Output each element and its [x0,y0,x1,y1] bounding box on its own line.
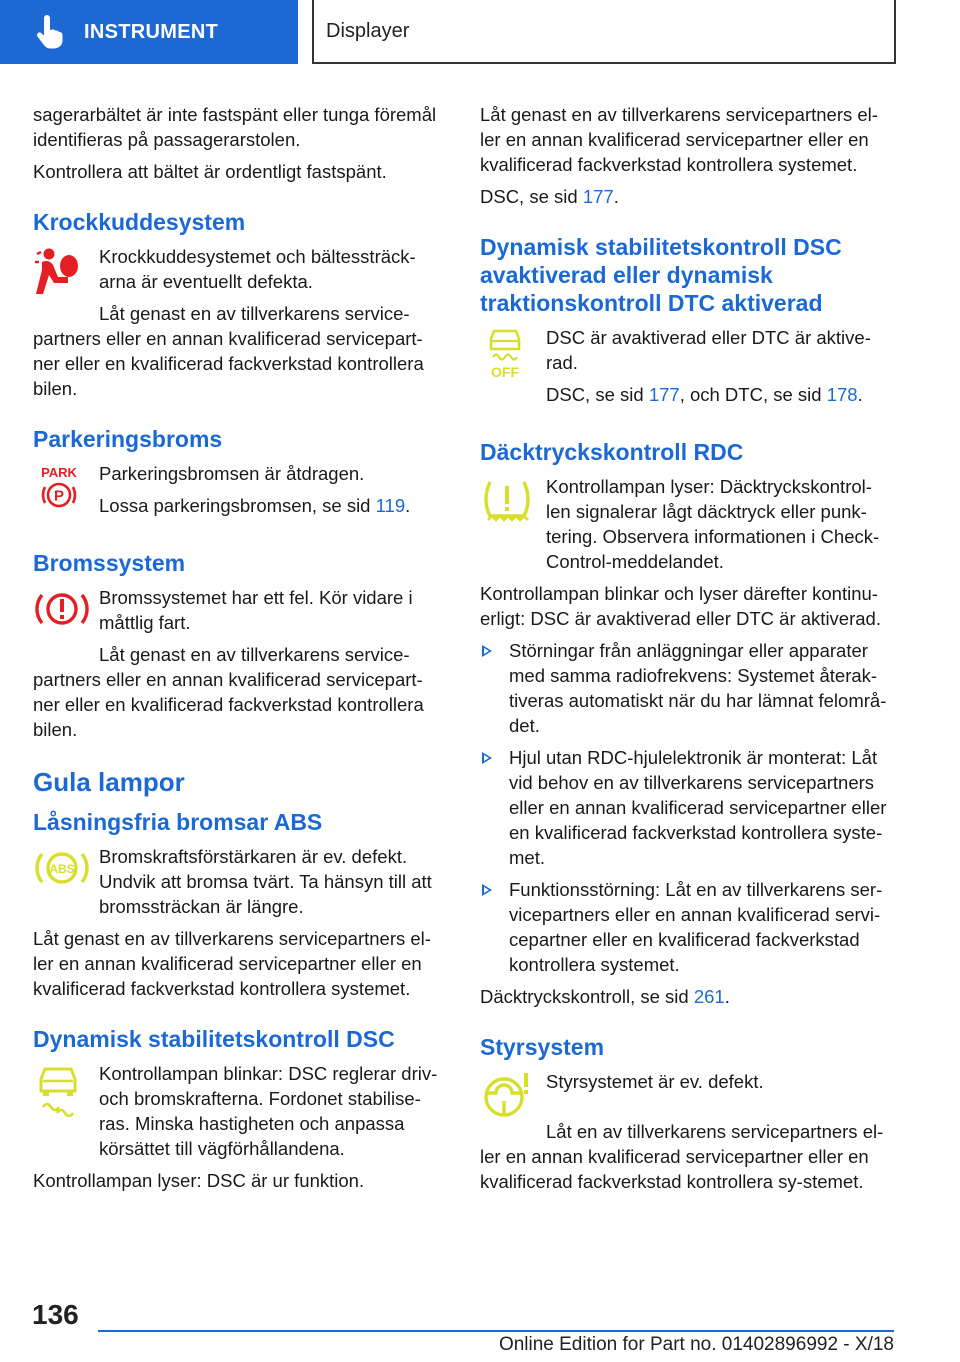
hand-pointer-icon [30,12,70,52]
page-link-261[interactable]: 261 [693,986,725,1007]
park-icon-label: PARK [41,465,77,480]
heading-abs: Låsningsfria bromsar ABS [33,809,323,835]
rdc-text-2: Kontrollampan blinkar och lyser därefter kontinu-erligt: DSC är avaktiverad eller DTC är aktiverad. [480,583,881,629]
rdc-bullet-list [480,638,896,977]
brake-text-2: Låt genast en av tillverkarens service-partners eller en annan kvalificerad servicepart-ner eller en kvalificerad fackverkstad kontrollera bilen. [33,644,424,740]
page-link-177b[interactable]: 177 [648,384,680,405]
section-title: INSTRUMENT [84,20,219,43]
intro-paragraph: sagerarbältet är inte fastspänt eller tunga föremål identifieras på passagerarstolen. [33,104,437,150]
brake-warning-icon [33,587,91,631]
heading-dsc: Dynamisk stabilitetskontroll DSC [33,1026,395,1052]
triangle-bullet-icon [482,645,492,657]
edition-text: Online Edition for Part no. 01402896992 - X/18 [498,1334,894,1355]
parking-text-2: Lossa parkeringsbromsen, se sid 119. [99,495,411,516]
list-item: Hjul utan RDC-hjulelektronik är monterat: Låt vid behov en av tillverkarens servicepartners eller en annan kvalificerad servicepartner eller en kvalificerad fackverkstad kontrollera syste-met. [480,745,896,870]
abs-warning [33,844,447,926]
page-link-178[interactable]: 178 [826,384,858,405]
airbag-text-2: Låt genast en av tillverkarens service-partners eller en annan kvalificerad servicepart-ner eller en kvalificerad fackverkstad kontrollera bilen. [33,303,424,399]
rdc-text-1: Kontrollampan lyser: Däcktryckskontrol-len signalerar lågt däcktryck eller punk-tering. Observera informationen i Check-Control-meddelandet. [546,476,880,572]
dsc-off-text-2: DSC, se sid 177, och DTC, se sid 178. [546,384,863,405]
dsc-warning [33,1061,447,1168]
brake-system-warning [33,585,447,642]
dsc-off-icon [480,327,530,381]
dsc-text-2: Kontrollampan lyser: DSC är ur funktion. [33,1170,365,1191]
parking-brake-icon [33,463,85,511]
abs-warning-icon [33,846,91,890]
brake-text-1: Bromssystemet har ett fel. Kör vidare i måttlig fart. [99,587,413,633]
airbag-warning-icon [33,246,85,298]
steering-text-2: Låt en av tillverkarens servicepartners el-ler en annan kvalificerad servicepartner eller en kvalificerad fackverkstad kontrollera sy-stemet. [480,1121,884,1192]
dsc-text-1: Kontrollampan blinkar: DSC reglerar driv- och bromskrafterna. Fordonet stabilise-ras. Minska hastigheten och anpassa körsättet till vägförhållandena. [99,1063,438,1159]
dsc-off-warning [480,325,896,414]
page-link-177[interactable]: 177 [582,186,614,207]
heading-brake-system: Bromssystem [33,550,186,576]
heading-steering: Styrsystem [480,1034,605,1060]
svg-text:P: P [53,487,65,505]
heading-parking-brake: Parkeringsbroms [33,426,223,452]
list-item: Störningar från anläggningar eller apparater med samma radiofrekvens: Systemet återak-tiveras automatiskt när du har lämnat felområ-det. [480,638,896,738]
rdc-ref: Däcktryckskontroll, se sid 261. [480,986,730,1007]
intro-paragraph-2: Kontrollera att bältet är ordentligt fastspänt. [33,161,387,182]
heading-dsc-off: Dynamisk stabilitetskontroll DSC avaktiverad eller dynamisk traktionskontroll DTC aktiverad [480,234,842,316]
page-link-119[interactable]: 119 [375,495,406,516]
parking-brake-warning [33,461,447,525]
parking-text-1: Parkeringsbromsen är åtdragen. [99,463,365,484]
triangle-bullet-icon [482,884,492,896]
airbag-warning [33,244,447,301]
airbag-text-1: Krockkuddesystemet och bältessträck-arna är eventuellt defekta. [99,246,416,292]
right-intro-paragraph: Låt genast en av tillverkarens servicepartners el-ler en annan kvalificerad servicepartner eller en kvalificerad fackverkstad kontrollera systemet. [480,104,878,175]
right-column [480,102,896,1201]
heading-yellow-lamps: Gula lampor [33,767,185,797]
tire-pressure-icon [480,476,534,526]
abs-text-1: Bromskraftsförstärkaren är ev. defekt. Undvik att bromsa tvärt. Ta hänsyn till att bromssträckan är längre. [99,846,432,917]
subsection-header [312,0,896,64]
page-number: 136 [32,1299,79,1330]
steering-warning [480,1069,896,1119]
section-tab [0,0,298,64]
footer-divider [98,1330,894,1332]
heading-airbag: Krockkuddesystem [33,209,246,235]
steering-text-1: Styrsystemet är ev. defekt. [546,1071,764,1092]
heading-rdc: Däcktryckskontroll RDC [480,439,744,465]
right-dsc-ref: DSC, se sid 177. [480,186,619,207]
triangle-bullet-icon [482,752,492,764]
abs-icon-label: ABS [49,862,75,876]
dsc-off-text-1: DSC är avaktiverad eller DTC är aktive-rad. [546,327,871,373]
abs-text-2: Låt genast en av tillverkarens servicepartners el-ler en annan kvalificerad servicepartner eller en kvalificerad fackverkstad kontrollera systemet. [33,928,431,999]
rdc-warning [480,474,896,581]
list-item: Funktionsstörning: Låt en av tillverkarens ser-vicepartners eller en annan kvalificerad servi-cepartner eller en kvalificerad fackverkstad kontrollera systemet. [480,877,896,977]
subsection-title: Displayer [326,19,410,42]
left-column [33,102,447,1200]
steering-wheel-warning-icon [480,1071,534,1119]
dsc-off-icon-label: OFF [491,364,519,380]
dsc-skid-icon [33,1063,83,1117]
